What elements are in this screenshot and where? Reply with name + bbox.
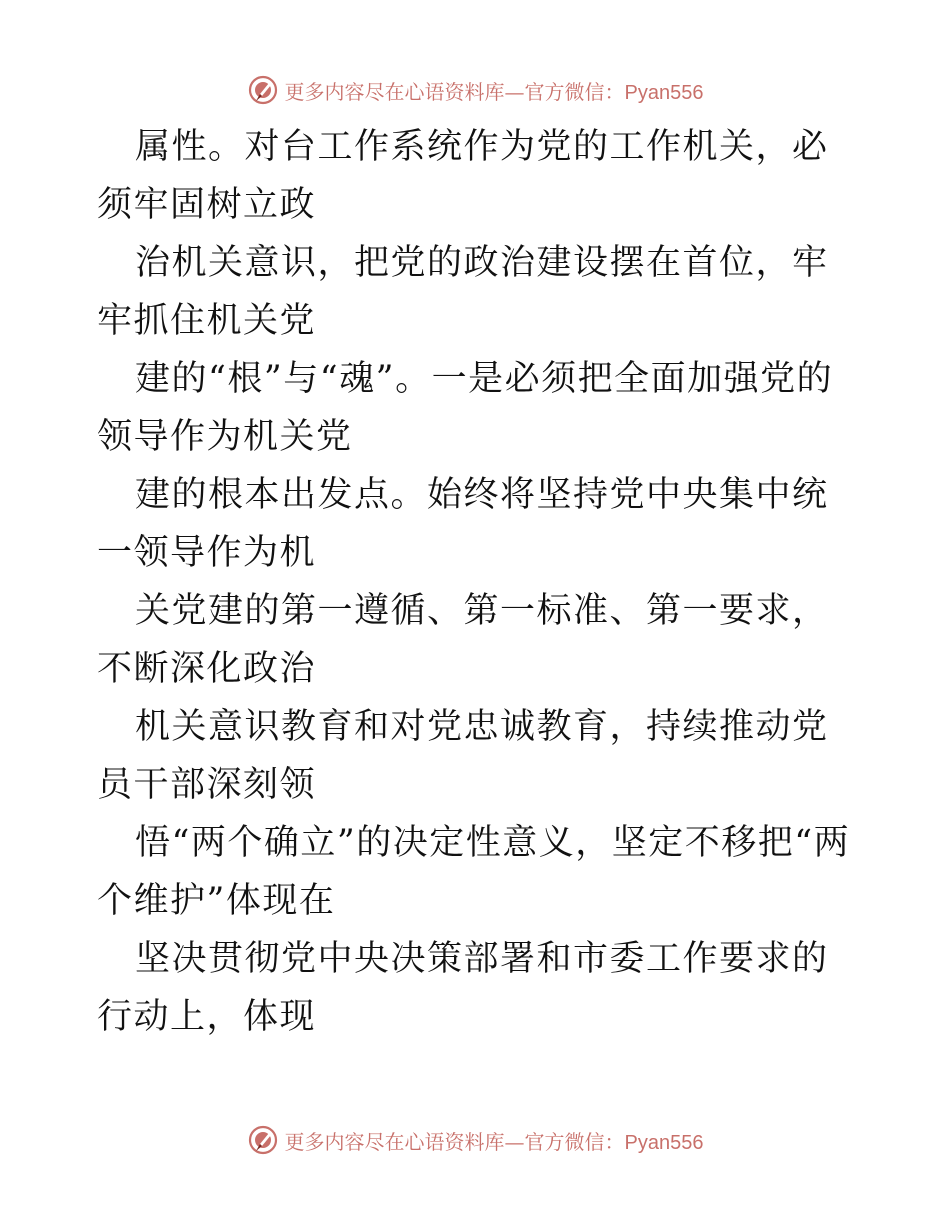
paragraph: 建的“根”与“魂”。一是必须把全面加强党的领导作为机关党 [97, 359, 834, 457]
paragraph: 机关意识教育和对党忠诚教育，持续推动党员干部深刻领 [97, 707, 829, 805]
paragraph: 悟“两个确立”的决定性意义，坚定不移把“两个维护”体现在 [97, 823, 851, 921]
banner-text-cn: 更多内容尽在心语资料库—官方微信： [284, 1129, 625, 1154]
footer-banner [0, 1120, 950, 1160]
document-body [97, 118, 857, 1046]
banner-wechat-id: Pyan556 [624, 81, 704, 104]
paragraph: 关党建的第一遵循、第一标准、第一要求，不断深化政治 [97, 591, 829, 689]
pen-nib-seal-icon [247, 74, 279, 106]
header-banner [0, 70, 950, 110]
paragraph: 治机关意识，把党的政治建设摆在首位，牢牢抓住机关党 [97, 243, 829, 341]
banner-wechat-id: Pyan556 [624, 1131, 704, 1154]
paragraph: 坚决贯彻党中央决策部署和市委工作要求的行动上，体现 [97, 939, 829, 1037]
pen-nib-seal-icon [247, 1124, 279, 1156]
banner-text-cn: 更多内容尽在心语资料库—官方微信： [284, 79, 625, 104]
banner-text [285, 1126, 704, 1155]
banner-text [285, 76, 704, 105]
paragraph: 建的根本出发点。始终将坚持党中央集中统一领导作为机 [97, 475, 829, 573]
paragraph: 属性。对台工作系统作为党的工作机关，必须牢固树立政 [97, 127, 829, 225]
